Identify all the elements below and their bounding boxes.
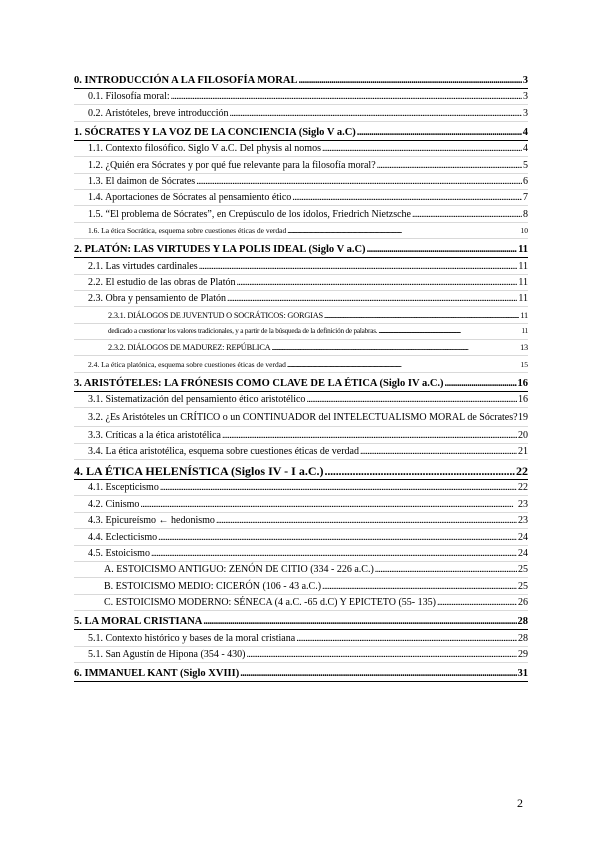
toc-entry[interactable] bbox=[74, 595, 528, 611]
dot-leader bbox=[445, 376, 517, 391]
toc-entry-title: 2.2. El estudio de las obras de Platón bbox=[88, 276, 236, 288]
toc-entry[interactable] bbox=[74, 630, 528, 646]
toc-entry-title: 1.3. El daimon de Sócrates bbox=[88, 175, 196, 187]
toc-entry[interactable] bbox=[74, 529, 528, 545]
dot-leader bbox=[271, 340, 519, 355]
toc-entry[interactable] bbox=[74, 239, 528, 258]
table-of-contents bbox=[74, 70, 528, 682]
toc-entry-page: 3 bbox=[522, 75, 528, 86]
toc-entry-title: dedicado a cuestionar los valores tradicionales, y a partir de la búsqueda de la definición de palabras. bbox=[108, 327, 378, 336]
toc-entry[interactable] bbox=[74, 513, 528, 529]
toc-entry-title: 4.4. Eclecticismo bbox=[88, 531, 158, 543]
toc-entry-page: 23 bbox=[518, 498, 528, 510]
dot-leader bbox=[203, 614, 516, 629]
toc-entry-page: 24 bbox=[518, 547, 528, 559]
toc-entry[interactable] bbox=[74, 122, 528, 141]
toc-entry[interactable] bbox=[74, 89, 528, 105]
toc-entry-title: 1.4. Aportaciones de Sócrates al pensamiento ético bbox=[88, 192, 292, 204]
toc-entry-page: 11 bbox=[518, 276, 528, 288]
toc-entry[interactable] bbox=[74, 324, 528, 340]
toc-entry-page: 4 bbox=[523, 143, 528, 155]
toc-entry-title: 2.3.1. DIÁLOGOS DE JUVENTUD O SOCRÁTICOS: GORGIAS bbox=[108, 310, 323, 320]
dot-leader bbox=[357, 125, 522, 140]
toc-entry-page: 16 bbox=[517, 377, 528, 389]
toc-entry-page: 3 bbox=[523, 107, 528, 119]
toc-entry-title: 0.2. Aristóteles, breve introducción bbox=[88, 107, 229, 119]
dot-leader bbox=[151, 546, 517, 561]
toc-entry-title: 2.3. Obra y pensamiento de Platón bbox=[88, 293, 227, 305]
toc-entry-title: 2. PLATÓN: LAS VIRTUDES Y LA POLIS IDEAL (Siglo V a.C) bbox=[74, 244, 366, 256]
dot-leader bbox=[296, 631, 517, 646]
toc-entry-title: 0. INTRODUCCIÓN A LA FILOSOFÍA MORAL bbox=[74, 75, 298, 86]
toc-entry-page: 10 bbox=[520, 226, 528, 236]
toc-entry-title: 3. ARISTÓTELES: LA FRÓNESIS COMO CLAVE DE LA ÉTICA (Siglo IV a.C.) bbox=[74, 377, 444, 389]
dot-leader bbox=[306, 392, 517, 407]
dot-leader bbox=[171, 89, 522, 104]
toc-entry-title: 1.2. ¿Quién era Sócrates y por qué fue relevante para la filosofía moral? bbox=[88, 159, 376, 171]
toc-entry-page: 31 bbox=[517, 667, 528, 679]
dot-leader bbox=[140, 497, 517, 512]
toc-entry-title: 2.1. Las virtudes cardinales bbox=[88, 260, 198, 272]
toc-entry-title: B. ESTOICISMO MEDIO: CICERÓN (106 - 43 a.C.) bbox=[104, 580, 322, 592]
toc-entry-page: 13 bbox=[520, 343, 528, 353]
toc-entry-page: 11 bbox=[521, 327, 528, 336]
toc-entry[interactable] bbox=[74, 427, 528, 443]
toc-entry[interactable] bbox=[74, 611, 528, 630]
dot-leader bbox=[160, 480, 517, 495]
toc-entry-title: 1. SÓCRATES Y LA VOZ DE LA CONCIENCIA (Siglo V a.C) bbox=[74, 126, 356, 138]
dot-leader bbox=[196, 174, 522, 189]
dot-leader bbox=[437, 595, 517, 610]
toc-entry-page: 6 bbox=[523, 175, 528, 187]
toc-entry-page: 7 bbox=[523, 192, 528, 204]
toc-entry-title: 3.1. Sistematización del pensamiento ético aristotélico bbox=[88, 394, 306, 406]
toc-entry-page: 28 bbox=[517, 616, 528, 628]
toc-entry[interactable] bbox=[74, 105, 528, 121]
toc-entry-title: 4.2. Cinismo bbox=[88, 498, 140, 510]
toc-entry[interactable] bbox=[74, 546, 528, 562]
toc-entry-page: 15 bbox=[520, 359, 528, 369]
toc-entry-title: 5. LA MORAL CRISTIANA bbox=[74, 616, 203, 628]
toc-entry-page: 21 bbox=[518, 446, 528, 458]
toc-entry-title: 4.1. Escepticismo bbox=[88, 482, 159, 494]
toc-entry[interactable] bbox=[74, 70, 528, 89]
dot-leader bbox=[287, 223, 519, 238]
toc-entry-page: 4 bbox=[522, 126, 528, 138]
toc-entry-title: 5.1. San Agustín de Hipona (354 - 430) bbox=[88, 648, 246, 660]
toc-entry-title: 4. LA ÉTICA HELENÍSTICA (Siglos IV - I a.C.) bbox=[74, 464, 324, 479]
toc-entry-page: 28 bbox=[518, 632, 528, 644]
toc-entry[interactable] bbox=[74, 373, 528, 392]
toc-entry[interactable] bbox=[74, 578, 528, 594]
toc-entry-page: 19 bbox=[518, 412, 528, 424]
toc-entry[interactable] bbox=[74, 392, 528, 408]
dot-leader bbox=[298, 73, 521, 88]
toc-entry-title: 1.5. “El problema de Sócrates”, en Crepúsculo de los ídolos, Friedrich Nietzsche bbox=[88, 208, 411, 220]
toc-entry[interactable] bbox=[74, 275, 528, 291]
dot-leader bbox=[216, 513, 517, 528]
toc-entry-page: 29 bbox=[518, 648, 528, 660]
dot-leader bbox=[378, 324, 520, 339]
toc-entry-title: 4.5. Estoicismo bbox=[88, 547, 150, 559]
toc-entry-title: 4.3. Epicureísmo ← hedonismo bbox=[88, 515, 215, 527]
toc-entry-title: 2.3.2. DIÁLOGOS DE MADUREZ: REPÚBLICA bbox=[108, 343, 271, 353]
toc-entry-page: 22 bbox=[516, 464, 528, 479]
dot-leader bbox=[292, 190, 522, 205]
toc-entry-page: 26 bbox=[518, 597, 528, 609]
dot-leader bbox=[158, 530, 517, 545]
dot-leader bbox=[222, 428, 517, 443]
toc-entry[interactable] bbox=[74, 206, 528, 222]
dot-leader bbox=[322, 579, 517, 594]
dot-leader bbox=[322, 141, 522, 156]
toc-entry[interactable] bbox=[74, 460, 528, 480]
toc-entry[interactable] bbox=[74, 356, 528, 372]
toc-entry-page: 5 bbox=[523, 159, 528, 171]
toc-entry-page: 11 bbox=[520, 310, 528, 320]
toc-entry-page: 3 bbox=[523, 91, 528, 103]
toc-entry-title: 2.4. La ética platónica, esquema sobre cuestiones éticas de verdad bbox=[88, 359, 286, 369]
toc-entry-title: 3.2. ¿Es Aristóteles un CRÍTICO o un CONTINUADOR del INTELECTUALISMO MORAL de Sócrates? bbox=[88, 412, 518, 424]
toc-entry[interactable] bbox=[74, 157, 528, 173]
dot-leader bbox=[227, 291, 517, 306]
toc-entry[interactable] bbox=[74, 663, 528, 682]
dot-leader bbox=[324, 308, 519, 323]
toc-entry[interactable] bbox=[74, 340, 528, 356]
toc-entry-page: 25 bbox=[518, 580, 528, 592]
toc-entry[interactable] bbox=[74, 480, 528, 496]
toc-entry[interactable] bbox=[74, 408, 528, 427]
toc-entry-page: 22 bbox=[518, 482, 528, 494]
toc-entry[interactable] bbox=[74, 307, 528, 323]
toc-entry-page: 24 bbox=[518, 531, 528, 543]
toc-entry[interactable] bbox=[74, 141, 528, 157]
toc-entry[interactable] bbox=[74, 496, 528, 512]
dot-leader bbox=[325, 464, 515, 479]
dot-leader bbox=[236, 275, 517, 290]
toc-entry[interactable] bbox=[74, 223, 528, 239]
dot-leader bbox=[375, 562, 517, 577]
toc-entry[interactable] bbox=[74, 291, 528, 307]
toc-entry[interactable] bbox=[74, 174, 528, 190]
toc-entry-title: A. ESTOICISMO ANTIGUO: ZENÓN DE CITIO (334 - 226 a.C.) bbox=[104, 564, 374, 576]
toc-entry-title: 1.6. La ética Socrática, esquema sobre cuestiones éticas de verdad bbox=[88, 226, 287, 236]
toc-entry-title: 3.4. La ética aristotélica, esquema sobre cuestiones éticas de verdad bbox=[88, 446, 359, 458]
toc-entry-page: 23 bbox=[518, 515, 528, 527]
toc-entry-page: 11 bbox=[518, 244, 528, 256]
toc-entry-title: 1.1. Contexto filosófico. Siglo V a.C. Del physis al nomos bbox=[88, 143, 321, 155]
toc-entry[interactable] bbox=[74, 444, 528, 460]
toc-entry[interactable] bbox=[74, 190, 528, 206]
toc-entry-page: 20 bbox=[518, 429, 528, 441]
dot-leader bbox=[287, 357, 520, 372]
toc-entry-title: 5.1. Contexto histórico y bases de la moral cristiana bbox=[88, 632, 296, 644]
toc-entry[interactable] bbox=[74, 562, 528, 578]
dot-leader bbox=[412, 207, 522, 222]
dot-leader bbox=[360, 444, 517, 459]
dot-leader bbox=[247, 647, 518, 662]
dot-leader bbox=[199, 259, 518, 274]
toc-entry-page: 8 bbox=[523, 208, 528, 220]
toc-entry-title: 6. IMMANUEL KANT (Siglo XVIII) bbox=[74, 667, 240, 679]
dot-leader bbox=[367, 242, 518, 257]
dot-leader bbox=[230, 106, 522, 121]
dot-leader bbox=[377, 158, 522, 173]
dot-leader bbox=[240, 666, 516, 681]
toc-entry-page: 16 bbox=[518, 394, 528, 406]
toc-entry-title: 3.3. Críticas a la ética aristotélica bbox=[88, 429, 221, 441]
toc-entry[interactable] bbox=[74, 647, 528, 663]
toc-entry-page: 25 bbox=[518, 564, 528, 576]
toc-entry-page: 11 bbox=[518, 260, 528, 272]
toc-entry-title: 0.1. Filosofía moral: bbox=[88, 91, 170, 103]
toc-entry-title: C. ESTOICISMO MODERNO: SÉNECA (4 a.C. -65 d.C) Y EPICTETO (55- 135) bbox=[104, 597, 436, 609]
toc-entry[interactable] bbox=[74, 258, 528, 274]
toc-entry-page: 11 bbox=[518, 293, 528, 305]
page-number: 2 bbox=[517, 796, 523, 810]
